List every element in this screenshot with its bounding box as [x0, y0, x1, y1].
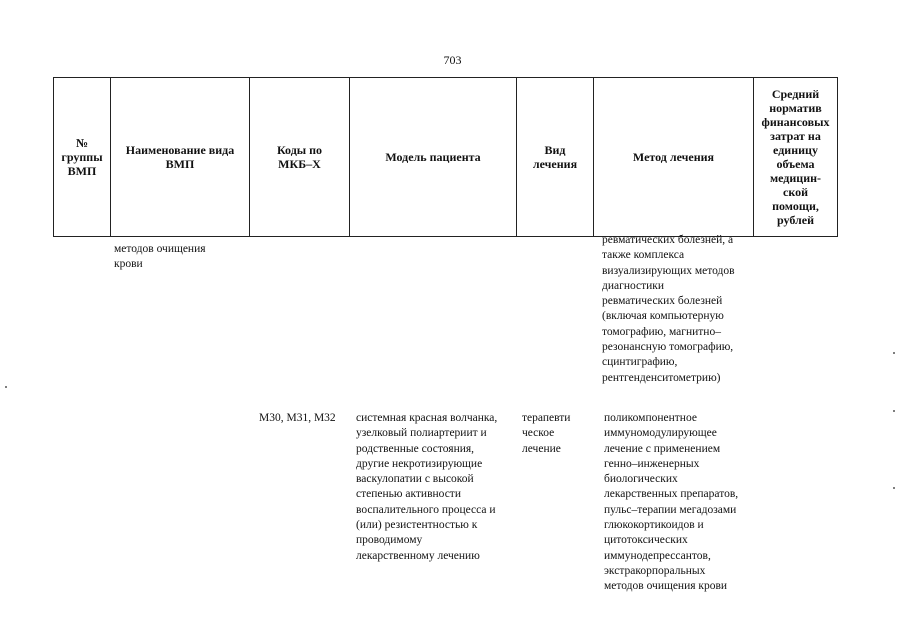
table-header — [53, 77, 838, 237]
scan-speck — [893, 410, 895, 412]
header-vmp-name: Наименование вида ВМП — [111, 78, 250, 237]
header-treatment-method: Метод лечения — [594, 78, 754, 237]
icd-codes-cell: M30, M31, M32 — [259, 412, 336, 424]
header-patient-model: Модель пациента — [350, 78, 517, 237]
scan-speck — [893, 352, 895, 354]
header-group-number: № группы ВМП — [54, 78, 111, 237]
header-icd-codes: Коды по МКБ–Х — [250, 78, 350, 237]
page-number: 703 — [443, 53, 462, 67]
header-treatment-type: Вид лечения — [517, 78, 594, 237]
scan-speck — [5, 386, 7, 388]
vmp-name-continuation: методов очищения крови — [114, 243, 206, 271]
treatment-type-cell: терапевти ческое лечение — [522, 412, 571, 455]
patient-model-cell: системная красная волчанка, узелковый полиартериит и родственные состояния, другие некротизирующие васкулопатии с высокой степенью активности воспалительного процесса и (или) резистентностью к проводимому лекарственному лечению — [356, 412, 498, 562]
scan-speck — [893, 487, 895, 489]
header-average-cost: Средний норматив финансовых затрат на единицу объема медицин- ской помощи, рублей — [754, 78, 838, 237]
method-continuation: ревматических болезней, а также комплекса визуализирующих методов диагностики ревматических болезней (включая компьютерную томографию, магнитно– резонансную томографию, сцинтиграфию, рентгенденситометрию) — [602, 234, 735, 384]
treatment-method-cell: поликомпонентное иммуномодулирующее лечение с применением генно–инженерных биологических лекарственных препаратов, пульс–терапии мегадозами глюкокортикоидов и цитотоксических иммунодепрессантов, экстракорпоральных методов очищения крови — [604, 412, 739, 593]
